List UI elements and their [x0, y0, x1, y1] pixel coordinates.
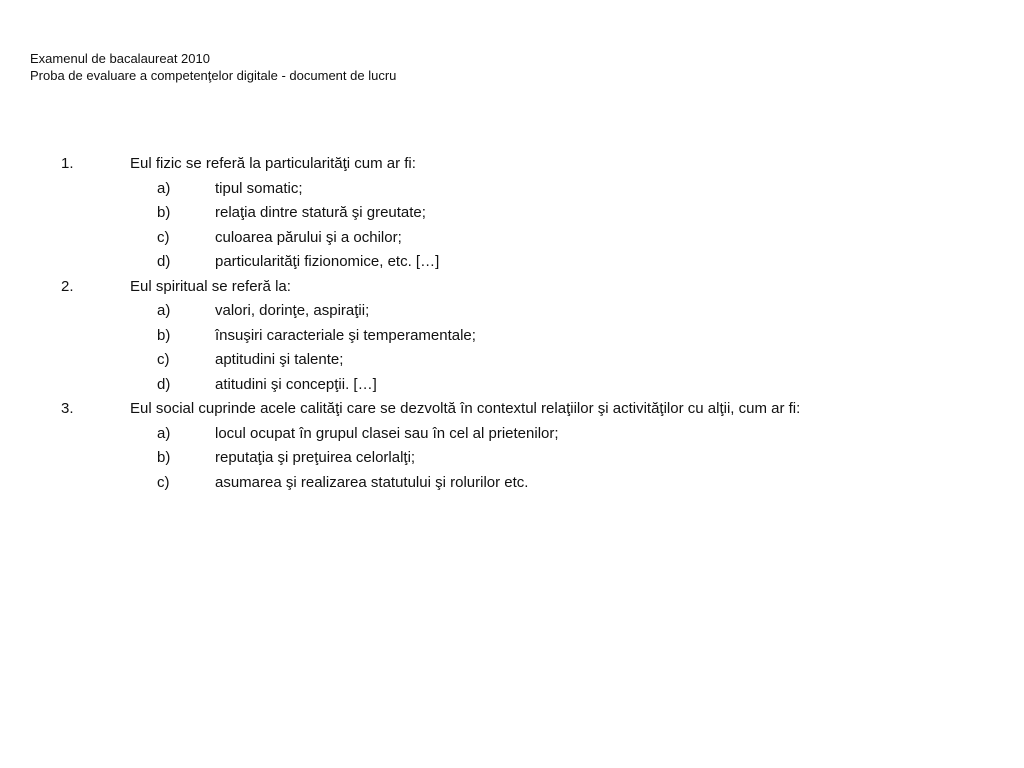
sub-item-text: relaţia dintre statură şi greutate;	[215, 204, 426, 221]
sub-item-letter: b)	[157, 204, 171, 221]
sub-item-text: atitudini şi concepţii. […]	[215, 375, 377, 393]
sub-item-letter: d)	[157, 253, 171, 270]
list-item-number: 2.	[61, 277, 74, 295]
sub-item-text: locul ocupat în grupul clasei sau în cel al prietenilor;	[215, 424, 559, 442]
sub-item-letter: c)	[157, 228, 170, 246]
list-item-1	[0, 154, 1024, 179]
sub-item-letter: a)	[157, 302, 171, 319]
sub-item	[0, 179, 1024, 204]
sub-item-letter: b)	[157, 449, 171, 466]
sub-item	[0, 350, 1024, 375]
sub-item	[0, 424, 1024, 449]
sub-item-text: asumarea şi realizarea statutului şi rolurilor etc.	[215, 473, 529, 491]
numbered-list	[0, 154, 1024, 497]
sub-item	[0, 301, 1024, 326]
sub-item	[0, 228, 1024, 253]
sub-item-text: valori, dorinţe, aspiraţii;	[215, 302, 370, 319]
sub-item-letter: a)	[157, 179, 171, 197]
sub-item-text: particularităţi fizionomice, etc. […]	[215, 253, 440, 270]
sub-item-letter: d)	[157, 375, 171, 393]
sub-item-letter: a)	[157, 424, 171, 442]
sub-item	[0, 375, 1024, 400]
sub-item-text: reputaţia şi preţuirea celorlalţi;	[215, 449, 416, 466]
document-subtitle: Proba de evaluare a competenţelor digitale - document de lucru	[30, 68, 397, 83]
sub-item-letter: c)	[157, 351, 170, 368]
sub-item	[0, 326, 1024, 351]
list-item-number: 1.	[61, 155, 74, 172]
document-header	[30, 50, 396, 84]
list-item-text: Eul social cuprinde acele calităţi care se dezvoltă în contextul relaţiilor şi activităţilor cu alţii, cum ar fi:	[130, 400, 801, 417]
exam-title: Examenul de bacalaureat 2010	[30, 51, 210, 66]
list-item-number: 3.	[61, 400, 74, 417]
list-item-3	[0, 399, 1024, 424]
sub-item	[0, 203, 1024, 228]
list-item-2	[0, 277, 1024, 302]
sub-item-text: însuşiri caracteriale şi temperamentale;	[215, 326, 476, 344]
list-item-text: Eul fizic se referă la particularităţi cum ar fi:	[130, 155, 416, 172]
list-item-text: Eul spiritual se referă la:	[130, 277, 291, 295]
sub-item-text: tipul somatic;	[215, 179, 303, 197]
sub-item	[0, 448, 1024, 473]
sub-item-text: aptitudini şi talente;	[215, 351, 344, 368]
sub-item-letter: c)	[157, 473, 170, 491]
sub-item	[0, 252, 1024, 277]
sub-item-text: culoarea părului şi a ochilor;	[215, 228, 402, 246]
sub-item-letter: b)	[157, 326, 171, 344]
sub-item	[0, 473, 1024, 498]
